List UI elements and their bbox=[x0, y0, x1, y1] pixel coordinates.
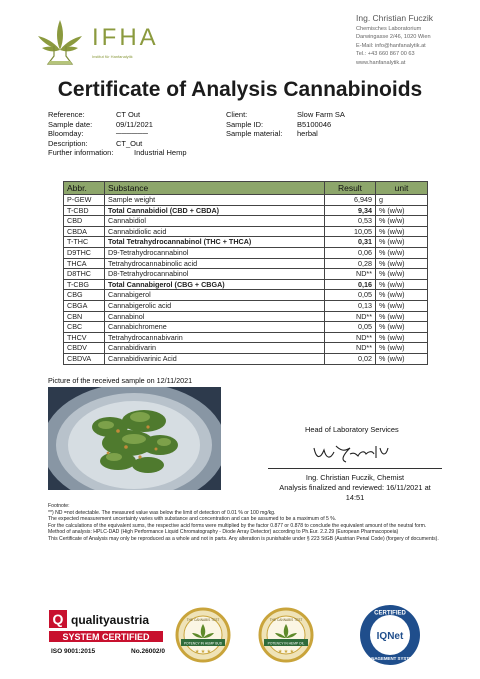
iqnet-logo bbox=[358, 603, 422, 667]
cell-unit: % (w/w) bbox=[376, 205, 428, 216]
info-value: B5100046 bbox=[297, 119, 332, 129]
table-row bbox=[64, 279, 428, 290]
info-row bbox=[226, 110, 345, 120]
table-row bbox=[64, 195, 428, 206]
cell-abbr: THCV bbox=[64, 332, 105, 343]
lab-line: Chemisches Laboratorium bbox=[356, 25, 422, 32]
potency-hemp-bud-seal bbox=[175, 607, 231, 663]
footnote bbox=[48, 503, 453, 542]
cell-substance: Cannabigerol bbox=[105, 290, 325, 301]
cell-result: ND** bbox=[325, 343, 376, 354]
qa-banner: SYSTEM CERTIFIED bbox=[62, 632, 150, 642]
table-row bbox=[64, 290, 428, 301]
signature-heading: Head of Laboratory Services bbox=[305, 425, 399, 434]
svg-text:Q: Q bbox=[52, 611, 64, 627]
cell-abbr: CBDV bbox=[64, 343, 105, 354]
cell-result: 0,05 bbox=[325, 322, 376, 333]
cell-abbr: CBG bbox=[64, 290, 105, 301]
cell-abbr: CBD bbox=[64, 216, 105, 227]
table-row bbox=[64, 226, 428, 237]
finalized-text: Analysis finalized and reviewed: 16/11/2021 at bbox=[279, 483, 431, 492]
cell-unit: % (w/w) bbox=[376, 216, 428, 227]
cell-substance: Tetrahydrocannabinolic acid bbox=[105, 258, 325, 269]
cell-result: 0,13 bbox=[325, 300, 376, 311]
info-key: Description: bbox=[48, 138, 88, 148]
cell-result: 0,16 bbox=[325, 279, 376, 290]
info-key: Sample date: bbox=[48, 119, 93, 129]
table-row bbox=[64, 332, 428, 343]
qa-iso: ISO 9001:2015 bbox=[51, 648, 96, 655]
cell-unit: % (w/w) bbox=[376, 247, 428, 258]
cell-abbr: CBGA bbox=[64, 300, 105, 311]
svg-text:★ ★ ★: ★ ★ ★ bbox=[277, 649, 295, 655]
info-key: Reference: bbox=[48, 110, 85, 119]
cell-abbr: D8THC bbox=[64, 269, 105, 280]
footnote-line: This Certificate of Analysis may only be reproduced as a whole and not in parts. Any alteration is punishable under § 223 StGB (Austrian Penal Code) (forgery of documents). bbox=[48, 535, 439, 542]
lab-line: Darwingasse 2/46, 1020 Wien bbox=[356, 34, 431, 41]
cell-result: 0,28 bbox=[325, 258, 376, 269]
info-row bbox=[48, 120, 187, 130]
cell-substance: Cannabigerolic acid bbox=[105, 300, 325, 311]
info-key: Client: bbox=[226, 110, 248, 119]
info-value: CT_Out bbox=[116, 138, 143, 148]
seal-band-text: POTENCY IN HEMP BUD bbox=[183, 641, 223, 646]
footnote-line: Method of analysis: HPLC-DAD (High Performance Liquid Chromatography - Diode Array Detector) according to Ph.Eur. 2.2.29 (European Pharmacopoeia) bbox=[48, 529, 399, 535]
table-row bbox=[64, 343, 428, 354]
iqnet-bottom-text: MANAGEMENT SYSTEM bbox=[364, 656, 416, 661]
info-value: Slow Farm SA bbox=[297, 110, 345, 119]
cell-unit: % (w/w) bbox=[376, 343, 428, 354]
table-header-row bbox=[64, 182, 428, 195]
cell-substance: Tetrahydrocannabivarin bbox=[105, 332, 325, 343]
cell-abbr: CBDVA bbox=[64, 353, 105, 364]
info-value: 09/11/2021 bbox=[116, 119, 153, 129]
info-row bbox=[48, 129, 187, 139]
footnote-line: For the calculations of the equivalent sums, the respective acid forms were multiplied by the factor 0.877 or 0.878 to conclude the equivalent amount of the neutral form. bbox=[48, 522, 427, 529]
cell-unit: % (w/w) bbox=[376, 290, 428, 301]
cell-result: ND** bbox=[325, 332, 376, 343]
finalized-time: 14:51 bbox=[345, 493, 365, 502]
logo-subtitle: Institut für Hanfanalytik bbox=[92, 54, 133, 59]
cell-unit: % (w/w) bbox=[376, 300, 428, 311]
cell-substance: Cannabidivarin bbox=[105, 343, 325, 354]
table-row bbox=[64, 311, 428, 322]
cell-substance: Cannabidiolic acid bbox=[105, 226, 325, 237]
table-row bbox=[64, 247, 428, 258]
info-row bbox=[48, 110, 187, 120]
ifha-logo-icon bbox=[34, 16, 86, 66]
cell-substance: Total Cannabidiol (CBD + CBDA) bbox=[105, 205, 325, 216]
info-row bbox=[48, 139, 187, 149]
footnote-line: Footnote: bbox=[48, 503, 70, 509]
info-value: Industrial Hemp bbox=[134, 148, 187, 158]
sample-photo bbox=[48, 387, 221, 490]
picture-caption: Picture of the received sample on 12/11/2021 bbox=[48, 376, 193, 385]
col-header-substance: Substance bbox=[105, 182, 325, 195]
logo-wordmark: IFHA bbox=[92, 24, 159, 51]
table-row bbox=[64, 205, 428, 216]
lab-line: Tel.: +43 660 867 00 63 bbox=[356, 51, 415, 58]
cell-abbr: P-GEW bbox=[64, 195, 105, 206]
cell-abbr: T-CBG bbox=[64, 279, 105, 290]
iqnet-name: IQNet bbox=[376, 631, 404, 642]
table-row bbox=[64, 269, 428, 280]
cell-result: 0,06 bbox=[325, 247, 376, 258]
seal-band-text: POTENCY IN HEMP OIL bbox=[267, 641, 305, 646]
cell-substance: Total Tetrahydrocannabinol (THC + THCA) bbox=[105, 237, 325, 248]
table-row bbox=[64, 216, 428, 227]
col-header-abbr: Abbr. bbox=[64, 182, 105, 195]
cell-abbr: T-THC bbox=[64, 237, 105, 248]
cell-unit: % (w/w) bbox=[376, 311, 428, 322]
cell-unit: % (w/w) bbox=[376, 226, 428, 237]
results-table bbox=[63, 181, 428, 365]
seal-top-text: THE CANNABIS TEST bbox=[269, 618, 303, 622]
iqnet-top-text: CERTIFIED bbox=[374, 610, 406, 617]
info-key: Sample ID: bbox=[226, 119, 264, 129]
signature-icon bbox=[310, 440, 390, 466]
info-row bbox=[226, 129, 345, 139]
cell-result: 6,949 bbox=[325, 195, 376, 206]
cell-result: 0,53 bbox=[325, 216, 376, 227]
cell-unit: % (w/w) bbox=[376, 322, 428, 333]
qualityaustria-logo bbox=[47, 606, 165, 660]
potency-hemp-oil-seal bbox=[258, 607, 314, 663]
cell-unit: % (w/w) bbox=[376, 258, 428, 269]
cell-unit: % (w/w) bbox=[376, 237, 428, 248]
cell-result: 9,34 bbox=[325, 205, 376, 216]
lab-name: Ing. Christian Fuczik bbox=[356, 13, 433, 23]
cell-unit: % (w/w) bbox=[376, 332, 428, 343]
cell-substance: Cannabidivarinic Acid bbox=[105, 353, 325, 364]
cell-substance: D9-Tetrahydrocannabinol bbox=[105, 247, 325, 258]
col-header-unit: unit bbox=[376, 182, 428, 195]
cell-unit: g bbox=[376, 195, 428, 206]
footnote-line: **) ND =not detectable. The measured value was below the limit of detection of 0.01 % or 100 mg/kg. bbox=[48, 509, 276, 516]
info-key: Sample material: bbox=[226, 129, 283, 139]
cell-substance: Cannabidiol bbox=[105, 216, 325, 227]
table-row bbox=[64, 353, 428, 364]
info-value: herbal bbox=[297, 129, 318, 139]
cell-unit: % (w/w) bbox=[376, 353, 428, 364]
cell-substance: Cannabichromene bbox=[105, 322, 325, 333]
cell-abbr: THCA bbox=[64, 258, 105, 269]
cell-result: ND** bbox=[325, 269, 376, 280]
cell-substance: D8-Tetrahydrocannabinol bbox=[105, 269, 325, 280]
svg-text:★ ★ ★: ★ ★ ★ bbox=[194, 649, 212, 655]
info-value: ────── bbox=[116, 129, 148, 139]
cell-substance: Cannabinol bbox=[105, 311, 325, 322]
qa-name: qualityaustria bbox=[71, 613, 150, 627]
table-row bbox=[64, 300, 428, 311]
cell-abbr: CBN bbox=[64, 311, 105, 322]
cell-substance: Total Cannabigerol (CBG + CBGA) bbox=[105, 279, 325, 290]
cell-abbr: CBDA bbox=[64, 226, 105, 237]
signature-details bbox=[240, 473, 470, 503]
info-row bbox=[48, 148, 187, 158]
cell-abbr: CBC bbox=[64, 322, 105, 333]
signatory-name: Ing. Christian Fuczik, Chemist bbox=[305, 473, 405, 482]
cell-unit: % (w/w) bbox=[376, 279, 428, 290]
sample-info-left bbox=[48, 110, 187, 158]
cell-result: 0,31 bbox=[325, 237, 376, 248]
cell-result: 10,05 bbox=[325, 226, 376, 237]
document-title: Certificate of Analysis Cannabinoids bbox=[57, 78, 423, 101]
cell-unit: % (w/w) bbox=[376, 269, 428, 280]
info-row bbox=[226, 120, 345, 130]
info-key: Bloomday: bbox=[48, 129, 84, 139]
table-row bbox=[64, 258, 428, 269]
cell-result: 0,05 bbox=[325, 290, 376, 301]
lab-contact bbox=[356, 14, 433, 68]
cell-substance: Sample weight bbox=[105, 195, 325, 206]
lab-line: E-Mail: info@hanfanalytik.at bbox=[356, 42, 426, 49]
col-header-result: Result bbox=[325, 182, 376, 195]
table-row bbox=[64, 237, 428, 248]
cell-result: ND** bbox=[325, 311, 376, 322]
cell-abbr: T-CBD bbox=[64, 205, 105, 216]
footnote-line: The expected measurement uncertainty varies with substance and concentration and can be assumed to be a maximum of 5 %. bbox=[48, 516, 337, 522]
info-key: Further information: bbox=[48, 148, 114, 158]
lab-line: www.hanfanalytik.at bbox=[356, 59, 406, 66]
info-value: CT Out bbox=[116, 110, 141, 119]
table-row bbox=[64, 322, 428, 333]
sample-info-right bbox=[226, 110, 345, 139]
cell-result: 0,02 bbox=[325, 353, 376, 364]
seal-top-text: THE CANNABIS TEST bbox=[186, 618, 220, 622]
qa-number: No.26002/0 bbox=[131, 648, 165, 655]
cell-abbr: D9THC bbox=[64, 247, 105, 258]
signature-line bbox=[268, 468, 442, 469]
